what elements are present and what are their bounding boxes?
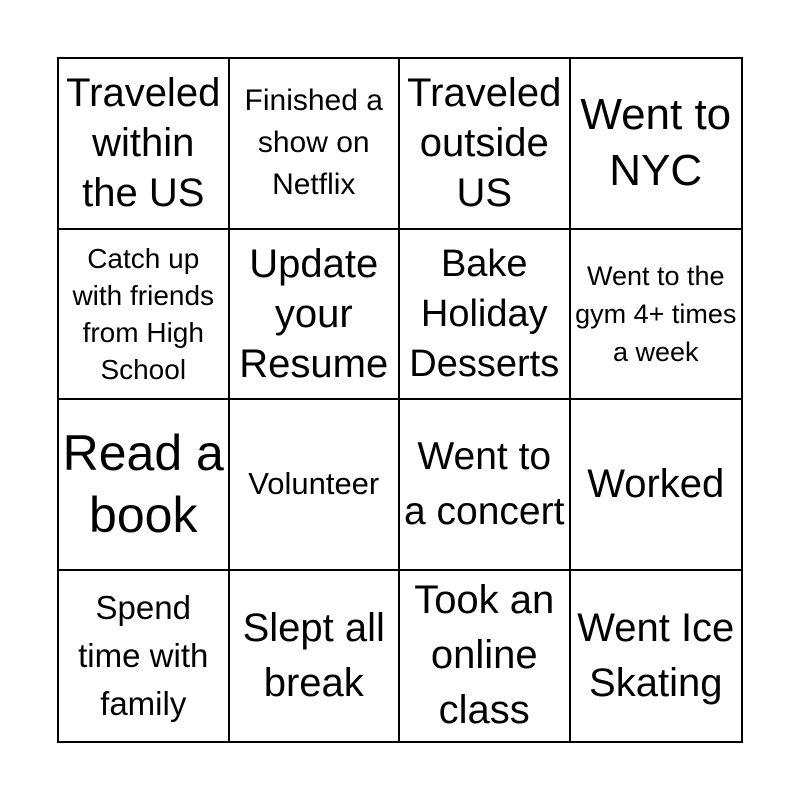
bingo-cell[interactable] — [571, 230, 742, 401]
cell-text: Went Ice Skating — [577, 605, 735, 705]
bingo-board — [57, 57, 743, 743]
cell-text: Went to the gym 4+ times a week — [575, 260, 737, 367]
cell-text: Went to NYC — [580, 90, 732, 196]
bingo-cell[interactable] — [230, 400, 401, 571]
bingo-cell[interactable] — [230, 571, 401, 742]
bingo-cell[interactable] — [400, 59, 571, 230]
bingo-cell[interactable] — [59, 400, 230, 571]
cell-text: Read a book — [62, 425, 224, 544]
bingo-cell[interactable] — [59, 230, 230, 401]
bingo-cell[interactable] — [571, 59, 742, 230]
bingo-cell[interactable] — [400, 230, 571, 401]
cell-text: Finished a show on Netflix — [244, 84, 383, 202]
bingo-cell[interactable] — [571, 400, 742, 571]
cell-text: Spend time with family — [78, 588, 209, 722]
cell-text: Bake Holiday Desserts — [409, 242, 560, 385]
bingo-cell[interactable] — [571, 571, 742, 742]
bingo-cell[interactable] — [400, 400, 571, 571]
bingo-cell[interactable] — [400, 571, 571, 742]
cell-text: Took an online class — [414, 578, 555, 733]
bingo-cell[interactable] — [230, 230, 401, 401]
cell-text: Traveled within the US — [66, 71, 221, 216]
bingo-cell[interactable] — [59, 59, 230, 230]
cell-text: Volunteer — [248, 466, 380, 502]
cell-text: Worked — [587, 462, 725, 507]
cell-text: Catch up with friends from High School — [72, 242, 215, 385]
cell-text: Went to a concert — [404, 435, 565, 534]
cell-text: Traveled outside US — [407, 71, 562, 216]
bingo-cell[interactable] — [59, 571, 230, 742]
cell-text: Update your Resume — [239, 241, 389, 386]
cell-text: Slept all break — [242, 605, 385, 705]
bingo-cell[interactable] — [230, 59, 401, 230]
